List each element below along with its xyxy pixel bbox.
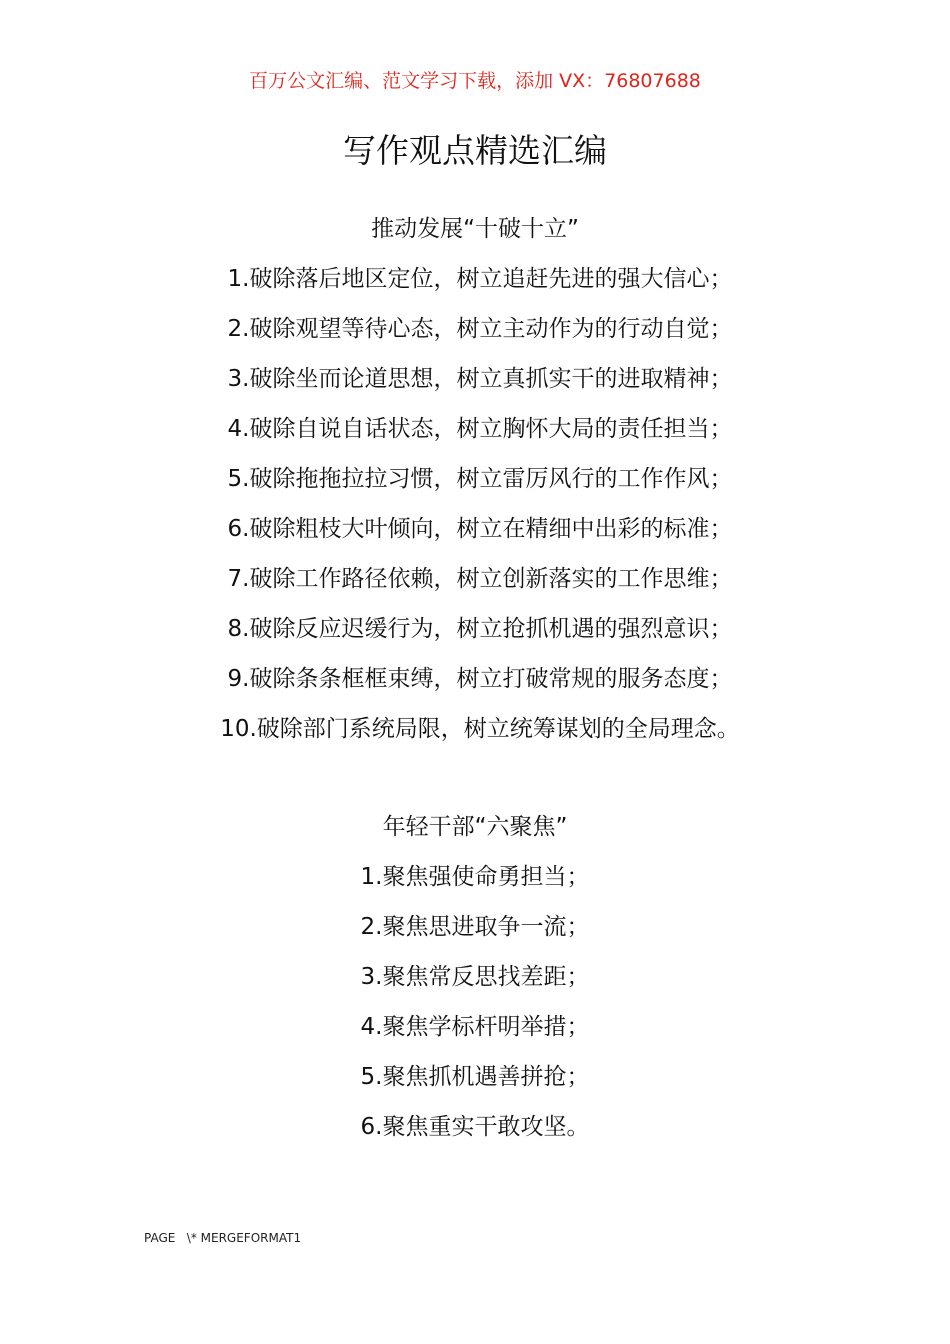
list-item: 4.聚焦学标杆明举措； [360, 1014, 590, 1040]
section-six-focuses [0, 802, 950, 1152]
list-item: 6.聚焦重实干敢攻坚。 [360, 1114, 590, 1140]
list-item: 1.破除落后地区定位，树立追赶先进的强大信心； [227, 266, 733, 292]
section-heading: 年轻干部“六聚焦” [382, 814, 568, 840]
list-item: 1.聚焦强使命勇担当； [360, 864, 590, 890]
list-item: 10.破除部门系统局限，树立统筹谋划的全局理念。 [220, 716, 740, 742]
list-item: 9.破除条条框框束缚，树立打破常规的服务态度； [227, 666, 733, 692]
list-item: 5.聚焦抓机遇善拼抢； [360, 1064, 590, 1090]
list-item: 8.破除反应迟缓行为，树立抢抓机遇的强烈意识； [227, 616, 733, 642]
list-item: 5.破除拖拖拉拉习惯，树立雷厉风行的工作作风； [227, 466, 733, 492]
list-item: 3.破除坐而论道思想，树立真抓实干的进取精神； [227, 366, 733, 392]
item-list [0, 254, 950, 754]
list-item: 4.破除自说自话状态，树立胸怀大局的责任担当； [227, 416, 733, 442]
list-item: 6.破除粗枝大叶倾向，树立在精细中出彩的标准； [227, 516, 733, 542]
list-item: 7.破除工作路径依赖，树立创新落实的工作思维； [227, 566, 733, 592]
header-banner: 百万公文汇编、范文学习下载，添加 VX：76807688 [249, 70, 701, 92]
page-footer: PAGE \* MERGEFORMAT1 [144, 1231, 302, 1245]
list-item: 3.聚焦常反思找差距； [360, 964, 590, 990]
document-title: 写作观点精选汇编 [343, 131, 607, 170]
list-item: 2.破除观望等待心态，树立主动作为的行动自觉； [227, 316, 733, 342]
list-item: 2.聚焦思进取争一流； [360, 914, 590, 940]
section-heading: 推动发展“十破十立” [371, 216, 579, 242]
section-ten-breaks-ten-establishes [0, 204, 950, 754]
item-list [0, 852, 950, 1152]
